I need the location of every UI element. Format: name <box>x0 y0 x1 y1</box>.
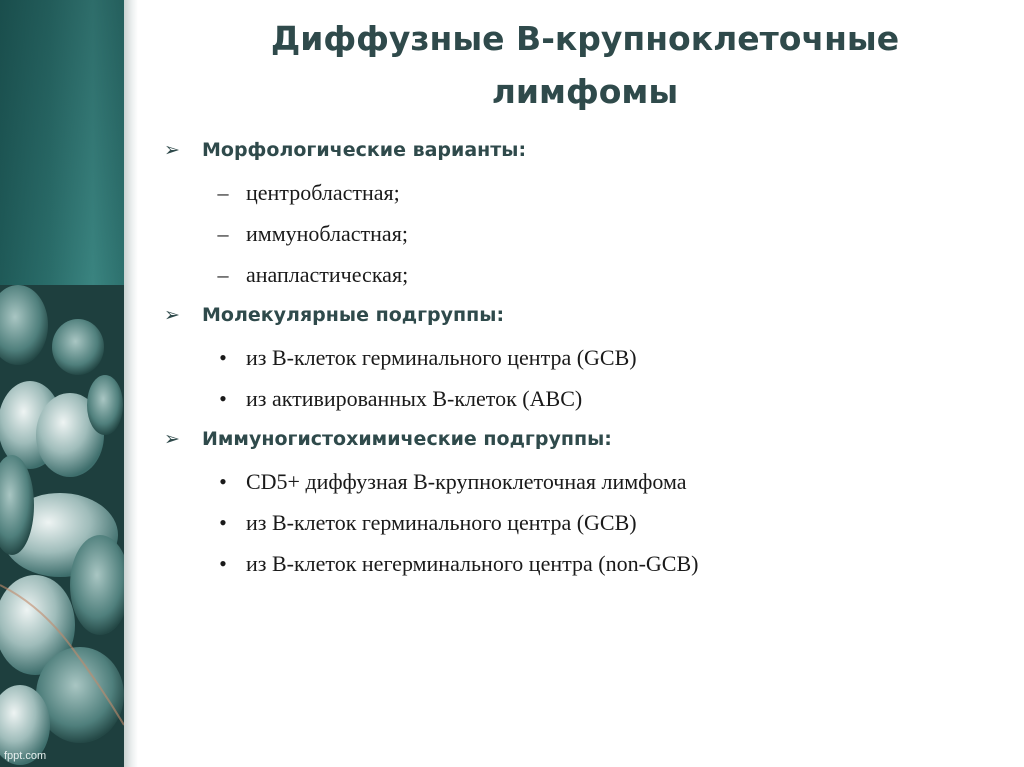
list-item-text: из В-клеток негерминального центра (non-GCB) <box>246 551 699 576</box>
list-item <box>160 378 1000 419</box>
bullet-list <box>160 130 1000 584</box>
bullet-marker: • <box>219 510 227 535</box>
list-item <box>160 213 1000 254</box>
dash-marker: – <box>217 180 229 205</box>
bullet-marker: • <box>219 345 227 370</box>
bullet-marker: • <box>219 386 227 411</box>
section-molecular <box>160 295 1000 419</box>
bullet-marker: • <box>219 469 227 494</box>
section-heading <box>160 419 1000 459</box>
list-item-text: из В-клеток герминального центра (GCB) <box>246 510 637 535</box>
section-heading <box>160 130 1000 170</box>
list-item-text: иммунобластная; <box>246 221 408 246</box>
heading-text: Морфологические варианты: <box>202 139 527 161</box>
title-line-2: лимфомы <box>491 72 679 111</box>
list-item-text: из активированных В-клеток (ABC) <box>246 386 583 411</box>
watermark: fppt.com <box>4 750 47 762</box>
dash-marker: – <box>217 262 229 287</box>
title-line-1: Диффузные В-крупноклеточные <box>270 19 900 58</box>
list-item <box>160 461 1000 502</box>
arrowhead-bullet-icon: ➢ <box>164 428 180 450</box>
list-item <box>160 254 1000 295</box>
list-item <box>160 502 1000 543</box>
bullet-marker: • <box>219 551 227 576</box>
dash-marker: – <box>217 221 229 246</box>
list-item <box>160 337 1000 378</box>
section-morphological <box>160 130 1000 295</box>
strip-edge-shadow <box>124 0 138 767</box>
strip-shade <box>0 0 124 285</box>
list-item <box>160 172 1000 213</box>
section-heading <box>160 295 1000 335</box>
heading-text: Иммуногистохимические подгруппы: <box>202 428 612 450</box>
list-item <box>160 543 1000 584</box>
list-item-text: анапластическая; <box>246 262 409 287</box>
heading-text: Молекулярные подгруппы: <box>202 304 505 326</box>
list-item-text: центробластная; <box>246 180 400 205</box>
slide-title <box>160 12 1010 118</box>
cell-micrograph-image <box>0 285 124 767</box>
section-immunohistochemical <box>160 419 1000 584</box>
arrowhead-bullet-icon: ➢ <box>164 139 180 161</box>
list-item-text: из В-клеток герминального центра (GCB) <box>246 345 637 370</box>
list-item-text: CD5+ диффузная В-крупноклеточная лимфома <box>246 469 687 494</box>
arrowhead-bullet-icon: ➢ <box>164 304 180 326</box>
